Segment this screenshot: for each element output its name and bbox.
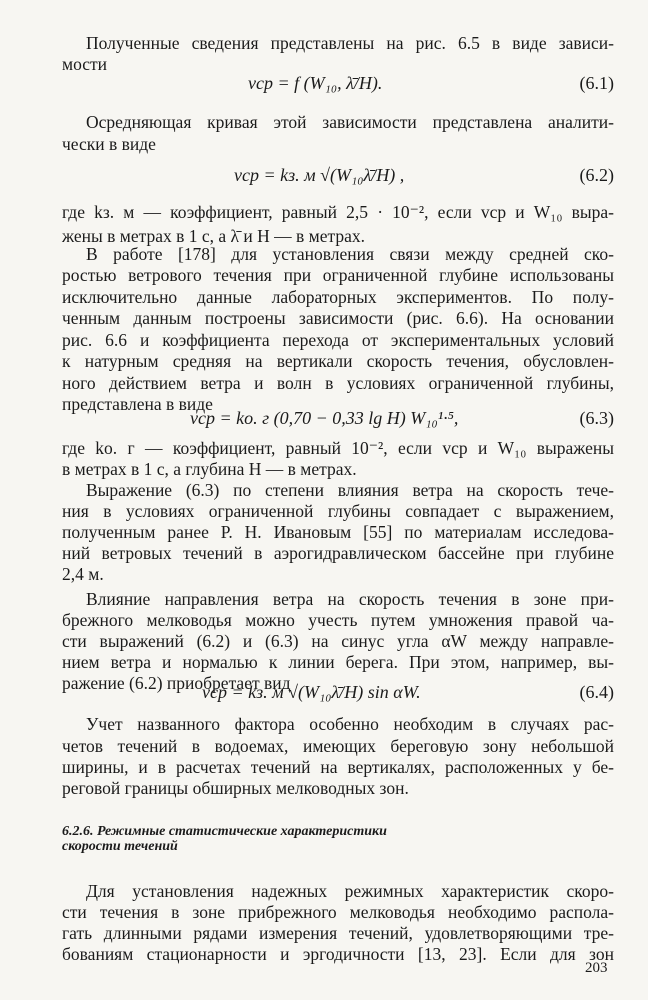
text-line: чески в виде: [62, 134, 156, 154]
text-line: ния в условиях ограниченной глубины совпадает с выражением,: [62, 501, 614, 521]
text-line: гать длинными рядами измерения течений, удовлетворяющими тре-: [62, 923, 614, 943]
text-line: реговой границы обширных мелководных зон.: [62, 778, 409, 798]
text-line: сти выражений (6.2) и (6.3) на синус угла αW между направле-: [62, 631, 614, 651]
text-line: В работе [178] для установления связи между средней ско-: [86, 244, 614, 264]
text-line: 2,4 м.: [62, 564, 104, 584]
text-line: Влияние направления ветра на скорость течения в зоне при-: [86, 589, 614, 609]
text-line: Полученные сведения представлены на рис. 6.5 в виде зависи-: [86, 33, 614, 53]
text-line: Для установления надежных режимных характеристик скоро-: [86, 881, 614, 901]
text-line: где kз. м — коэффициент, равный 2,5 · 10⁻², если vср и W₁₀ выра-: [62, 202, 614, 222]
text-line: сти течения в зоне прибрежного мелководья необходимо распола-: [62, 902, 614, 922]
text-line: нием ветра и нормалью к линии берега. При этом, например, вы-: [62, 652, 614, 672]
text-line: ченным данным построены зависимости (рис. 6.6). На основании: [62, 308, 614, 328]
section-heading-line: 6.2.6. Режимные статистические характеристики: [62, 824, 387, 839]
equation-6-3: [62, 403, 614, 433]
text-line: исключительно данные лабораторных экспериментов. По полу-: [62, 287, 614, 307]
text-line: ростью ветрового течения при ограниченной глубине использованы: [62, 265, 614, 285]
text-line: ражение (6.2) приобретает вид: [62, 673, 291, 693]
text-line: брежного мелководья можно учесть путем умножения правой ча-: [62, 610, 614, 630]
text-line: в метрах в 1 с, а глубина H — в метрах.: [62, 459, 357, 479]
equation-6-2: [62, 160, 614, 190]
equation-6-1: [62, 68, 614, 98]
text-line: представлена в виде: [62, 394, 213, 414]
equation-formula: vср = f (W₁₀, λ̄/H).: [248, 73, 383, 93]
text-line: ного действием ветра и волн в условиях ограниченной глубины,: [62, 373, 614, 393]
text-line: к натурным средняя на вертикали скорость течения, обусловлен-: [62, 351, 614, 371]
equation-formula: vср = kз. м √(W₁₀λ̄/H) ,: [234, 165, 405, 185]
equation-formula: vср = kо. г (0,70 − 0,33 lg H) W₁₀¹·⁵,: [190, 408, 459, 428]
text-line: Осредняющая кривая этой зависимости представлена аналити-: [86, 112, 614, 132]
equation-number: (6.1): [579, 73, 614, 93]
text-line: Выражение (6.3) по степени влияния ветра на скорость тече-: [86, 480, 614, 500]
text-line: Учет названного фактора особенно необходим в случаях рас-: [86, 714, 614, 734]
text-line: мости: [62, 54, 108, 74]
equation-6-4: [62, 677, 614, 707]
text-line: жены в метрах в 1 с, а λ̄ и H — в метрах.: [62, 226, 366, 246]
equation-formula: vср = kз. м √(W₁₀λ̄/H) sin αW.: [202, 682, 421, 702]
text-line: где kо. г — коэффициент, равный 10⁻², если vср и W₁₀ выражены: [62, 438, 614, 458]
equation-number: (6.2): [579, 165, 614, 185]
equation-number: (6.4): [579, 682, 614, 702]
text-line: бованиям стационарности и эргодичности [13, 23]. Если для зон: [62, 944, 614, 964]
page-number: 203: [585, 960, 608, 976]
text-line: четов течений в водоемах, имеющих береговую зону небольшой: [62, 736, 614, 756]
section-heading-line: скорости течений: [62, 839, 178, 854]
text-line: ний ветровых течений в аэрогидравлическом бассейне при глубине: [62, 543, 614, 563]
text-line: рис. 6.6 и коэффициента перехода от экспериментальных условий: [62, 330, 614, 350]
equation-number: (6.3): [579, 408, 614, 428]
text-line: полученным ранее Р. Н. Ивановым [55] по материалам исследова-: [62, 522, 614, 542]
text-line: ширины, и в расчетах течений на вертикалях, расположенных у бе-: [62, 757, 614, 777]
